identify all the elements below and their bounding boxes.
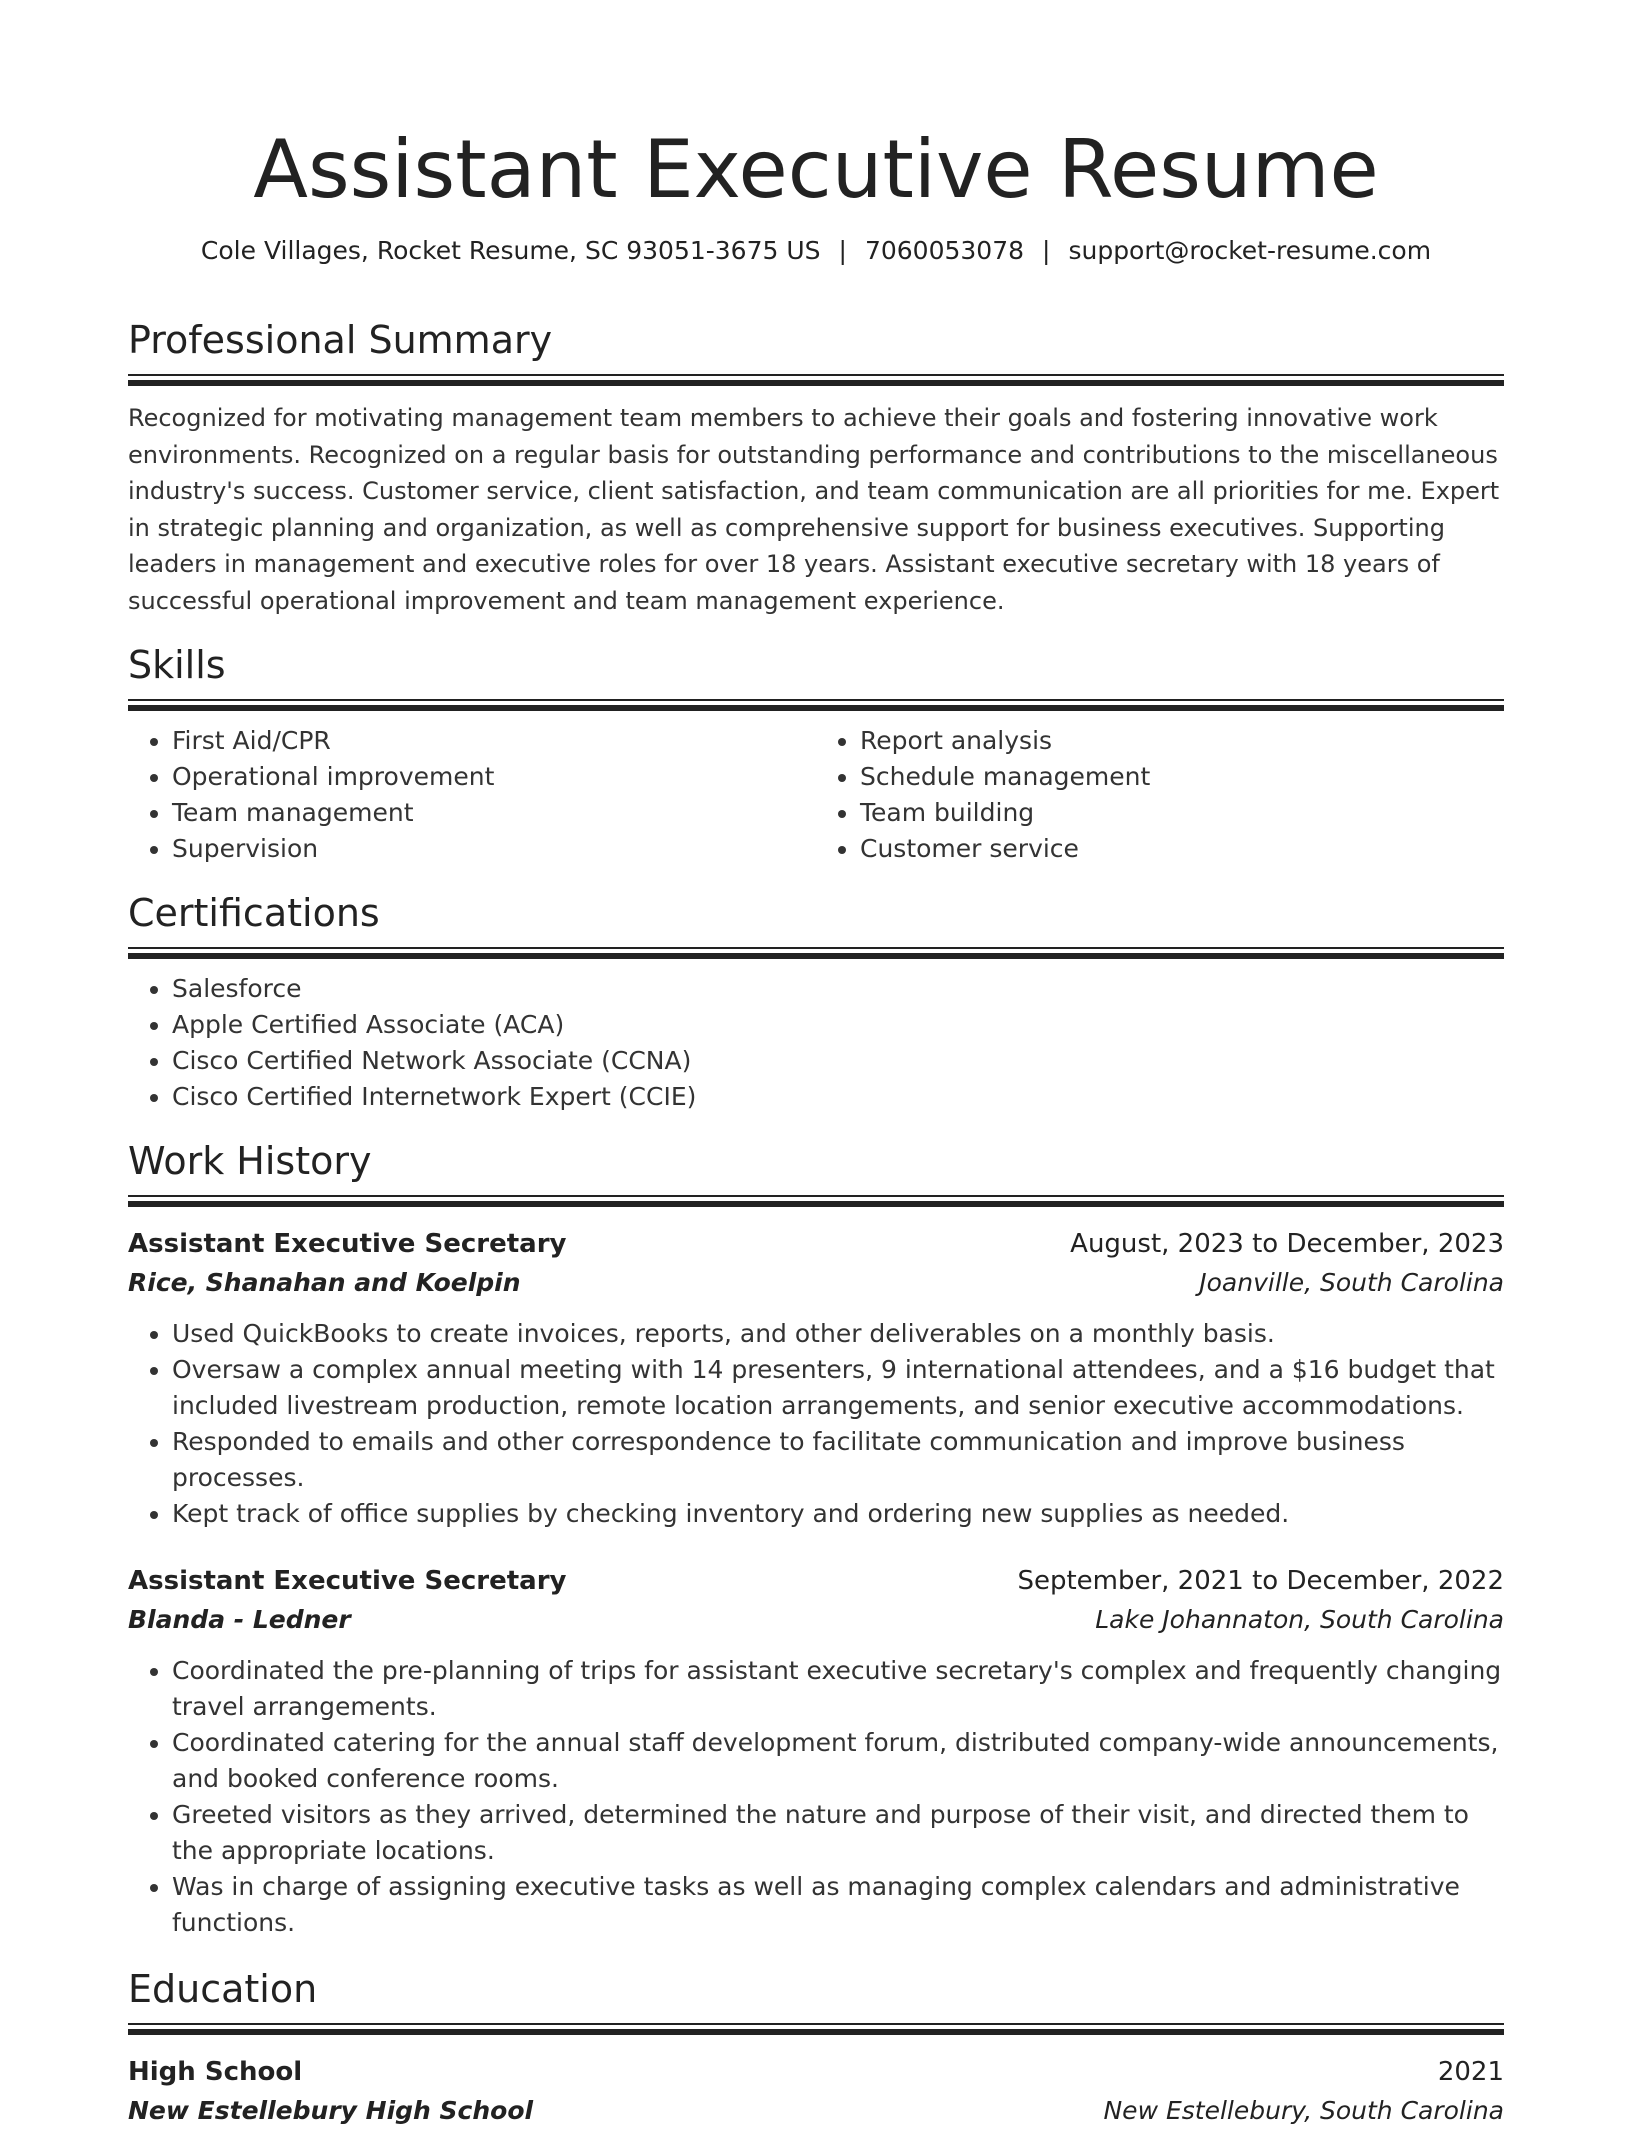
contact-separator: | xyxy=(838,236,847,265)
section-divider xyxy=(128,374,1504,386)
section-heading-work: Work History xyxy=(128,1139,372,1183)
contact-phone: 7060053078 xyxy=(864,236,1025,265)
education-entry xyxy=(128,2053,1504,2130)
skill-item: • Schedule management xyxy=(860,759,1504,795)
skill-item: • Operational improvement xyxy=(172,759,816,795)
skill-item: • Supervision xyxy=(172,831,816,867)
job-bullets xyxy=(128,1316,1504,1532)
section-heading-summary: Professional Summary xyxy=(128,318,553,362)
resume-title: Assistant Executive Resume xyxy=(253,123,1379,216)
skill-item: • Team building xyxy=(860,795,1504,831)
summary-text: Recognized for motivating management team members to achieve their goals and fostering innovative work environments. Recognized on a regular basis for outstanding performance and contributions to the miscellaneous industry's success. Customer service, client satisfaction, and team communication are all priorities for me. Expert in strategic planning and organization, as well as comprehensive support for business executives. Supporting leaders in management and executive roles for over 18 years. Assistant executive secretary with 18 years of successful operational improvement and team management experience. xyxy=(128,404,1500,615)
work-history-section xyxy=(128,1137,1504,1941)
skill-item: • Customer service xyxy=(860,831,1504,867)
certification-item: • Cisco Certified Internetwork Expert (CCIE) xyxy=(172,1079,1504,1115)
education-school: New Estellebury High School xyxy=(128,2096,534,2125)
job-bullet: • Greeted visitors as they arrived, determined the nature and purpose of their visit, and directed them to the appropriate locations. xyxy=(172,1797,1504,1869)
section-divider xyxy=(128,1195,1504,1207)
job-company: Rice, Shanahan and Koelpin xyxy=(128,1268,521,1297)
job-bullet: • Responded to emails and other correspondence to facilitate communication and improve business processes. xyxy=(172,1424,1504,1496)
education-location: New Estellebury, South Carolina xyxy=(1103,2096,1504,2125)
education-degree: High School xyxy=(128,2057,303,2087)
section-heading-education: Education xyxy=(128,1967,318,2011)
education-subheader xyxy=(128,2092,1504,2130)
job-bullet: • Coordinated catering for the annual staff development forum, distributed company-wide announcements, and booked conference rooms. xyxy=(172,1725,1504,1797)
section-divider xyxy=(128,699,1504,711)
skills-list-left xyxy=(128,723,816,867)
job-title: Assistant Executive Secretary xyxy=(128,1566,567,1596)
contact-address: Cole Villages, Rocket Resume, SC 93051-3675 US xyxy=(200,236,821,265)
job-bullet: • Oversaw a complex annual meeting with 14 presenters, 9 international attendees, and a $16 budget that included livestream production, remote location arrangements, and senior executive accommodations. xyxy=(172,1352,1504,1424)
contact-separator: | xyxy=(1042,236,1051,265)
certification-item: • Cisco Certified Network Associate (CCNA) xyxy=(172,1043,1504,1079)
job-bullet: • Coordinated the pre-planning of trips for assistant executive secretary's complex and frequently changing travel arrangements. xyxy=(172,1653,1504,1725)
certification-item: • Apple Certified Associate (ACA) xyxy=(172,1007,1504,1043)
skills-list-right xyxy=(816,723,1504,867)
job-header xyxy=(128,1562,1504,1600)
job-title: Assistant Executive Secretary xyxy=(128,1229,567,1259)
section-heading-skills: Skills xyxy=(128,643,226,687)
job-subheader xyxy=(128,1264,1504,1302)
job-bullet: • Used QuickBooks to create invoices, reports, and other deliverables on a monthly basis. xyxy=(172,1316,1504,1352)
certification-item: • Salesforce xyxy=(172,971,1504,1007)
job-location: Lake Johannaton, South Carolina xyxy=(1095,1605,1504,1634)
skill-item: • First Aid/CPR xyxy=(172,723,816,759)
contact-email: support@rocket-resume.com xyxy=(1068,236,1432,265)
section-divider xyxy=(128,947,1504,959)
education-section xyxy=(128,1965,1504,2130)
job-bullet: • Kept track of office supplies by checking inventory and ordering new supplies as needed. xyxy=(172,1496,1504,1532)
job-company: Blanda - Ledner xyxy=(128,1605,351,1634)
job-entry xyxy=(128,1562,1504,1941)
section-divider xyxy=(128,2023,1504,2035)
certifications-list xyxy=(128,971,1504,1115)
job-location: Joanville, South Carolina xyxy=(1199,1268,1504,1297)
certifications-section xyxy=(128,889,1504,1115)
section-heading-certifications: Certifications xyxy=(128,891,380,935)
job-dates: August, 2023 to December, 2023 xyxy=(1070,1229,1504,1259)
job-bullets xyxy=(128,1653,1504,1941)
education-header xyxy=(128,2053,1504,2091)
job-header xyxy=(128,1225,1504,1263)
job-subheader xyxy=(128,1601,1504,1639)
education-year: 2021 xyxy=(1437,2057,1504,2087)
skills-section xyxy=(128,641,1504,867)
skills-grid xyxy=(128,711,1504,867)
contact-line xyxy=(128,234,1504,268)
skill-item: • Team management xyxy=(172,795,816,831)
job-bullet: • Was in charge of assigning executive tasks as well as managing complex calendars and administrative functions. xyxy=(172,1869,1504,1941)
job-dates: September, 2021 to December, 2022 xyxy=(1017,1566,1504,1596)
job-entry xyxy=(128,1225,1504,1532)
professional-summary-section xyxy=(128,316,1504,619)
skill-item: • Report analysis xyxy=(860,723,1504,759)
